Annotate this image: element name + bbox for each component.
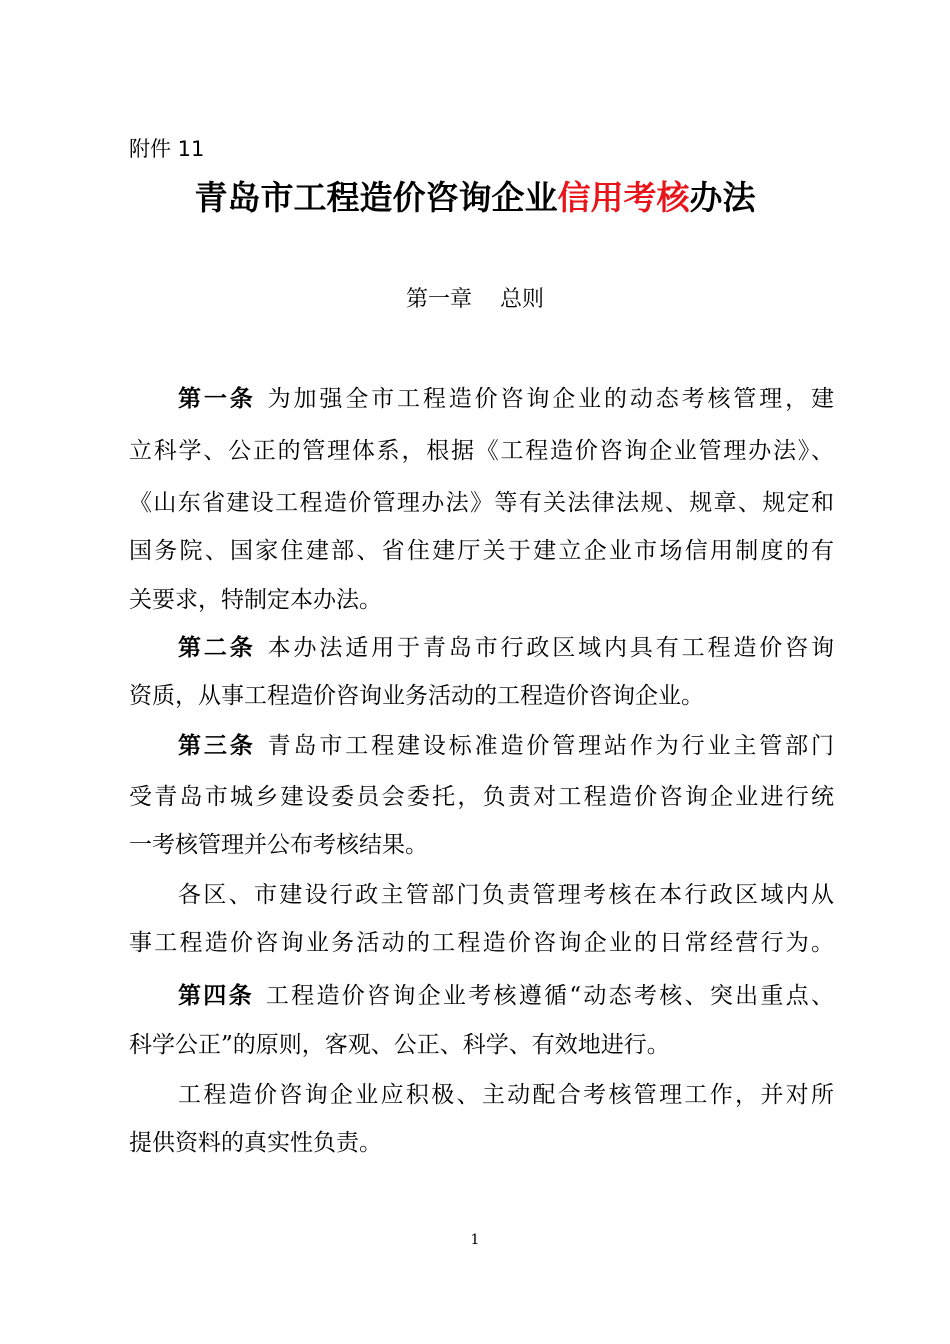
article-1-line-1 <box>178 381 834 417</box>
article-text: 工程造价咨询企业考核遵循“动态考核、突出重点、 <box>265 983 834 1009</box>
page-number: 1 <box>470 1232 480 1248</box>
article-1-line-2: 立科学、公正的管理体系，根据《工程造价咨询企业管理办法》、 <box>129 438 834 464</box>
article-4-line-1 <box>178 978 834 1014</box>
article-number: 第二条 <box>178 635 256 661</box>
article-text: 为加强全市工程造价咨询企业的动态考核管理，建 <box>267 386 834 412</box>
article-1-line-4: 国务院、国家住建部、省住建厅关于建立企业市场信用制度的有 <box>129 538 834 564</box>
article-number: 第四条 <box>178 983 254 1009</box>
article-number: 第三条 <box>178 733 256 759</box>
title-part2: 办法 <box>689 178 756 217</box>
article-2-line-1 <box>178 630 834 666</box>
article-text: 本办法适用于青岛市行政区域内具有工程造价咨询 <box>267 635 834 661</box>
article-3-extra-line-2: 事工程造价咨询业务活动的工程造价咨询企业的日常经营行为。 <box>129 930 834 956</box>
article-text: 青岛市工程建设标准造价管理站作为行业主管部门 <box>267 733 834 759</box>
document-title <box>0 177 950 219</box>
title-part1: 青岛市工程造价咨询企业 <box>194 178 558 217</box>
attachment-label: 附件 11 <box>129 137 205 161</box>
article-4-line-2: 科学公正”的原则，客观、公正、科学、有效地进行。 <box>129 1032 670 1058</box>
article-1-line-3: 《山东省建设工程造价管理办法》等有关法律法规、规章、规定和 <box>129 490 834 516</box>
article-3-extra-line-1: 各区、市建设行政主管部门负责管理考核在本行政区域内从 <box>178 882 834 908</box>
article-1-line-5: 关要求，特制定本办法。 <box>129 587 382 613</box>
chapter-heading: 第一章 总则 <box>406 287 544 312</box>
title-highlight: 信用考核 <box>557 178 690 217</box>
article-3-line-1 <box>178 728 834 764</box>
article-3-line-3: 一考核管理并公布考核结果。 <box>129 832 428 858</box>
article-3-line-2: 受青岛市城乡建设委员会委托，负责对工程造价咨询企业进行统 <box>129 784 834 810</box>
article-2-line-2: 资质，从事工程造价咨询业务活动的工程造价咨询企业。 <box>129 683 704 709</box>
article-4-extra-line-1: 工程造价咨询企业应积极、主动配合考核管理工作，并对所 <box>178 1082 834 1108</box>
article-number: 第一条 <box>178 386 256 412</box>
article-4-extra-line-2: 提供资料的真实性负责。 <box>129 1130 382 1156</box>
